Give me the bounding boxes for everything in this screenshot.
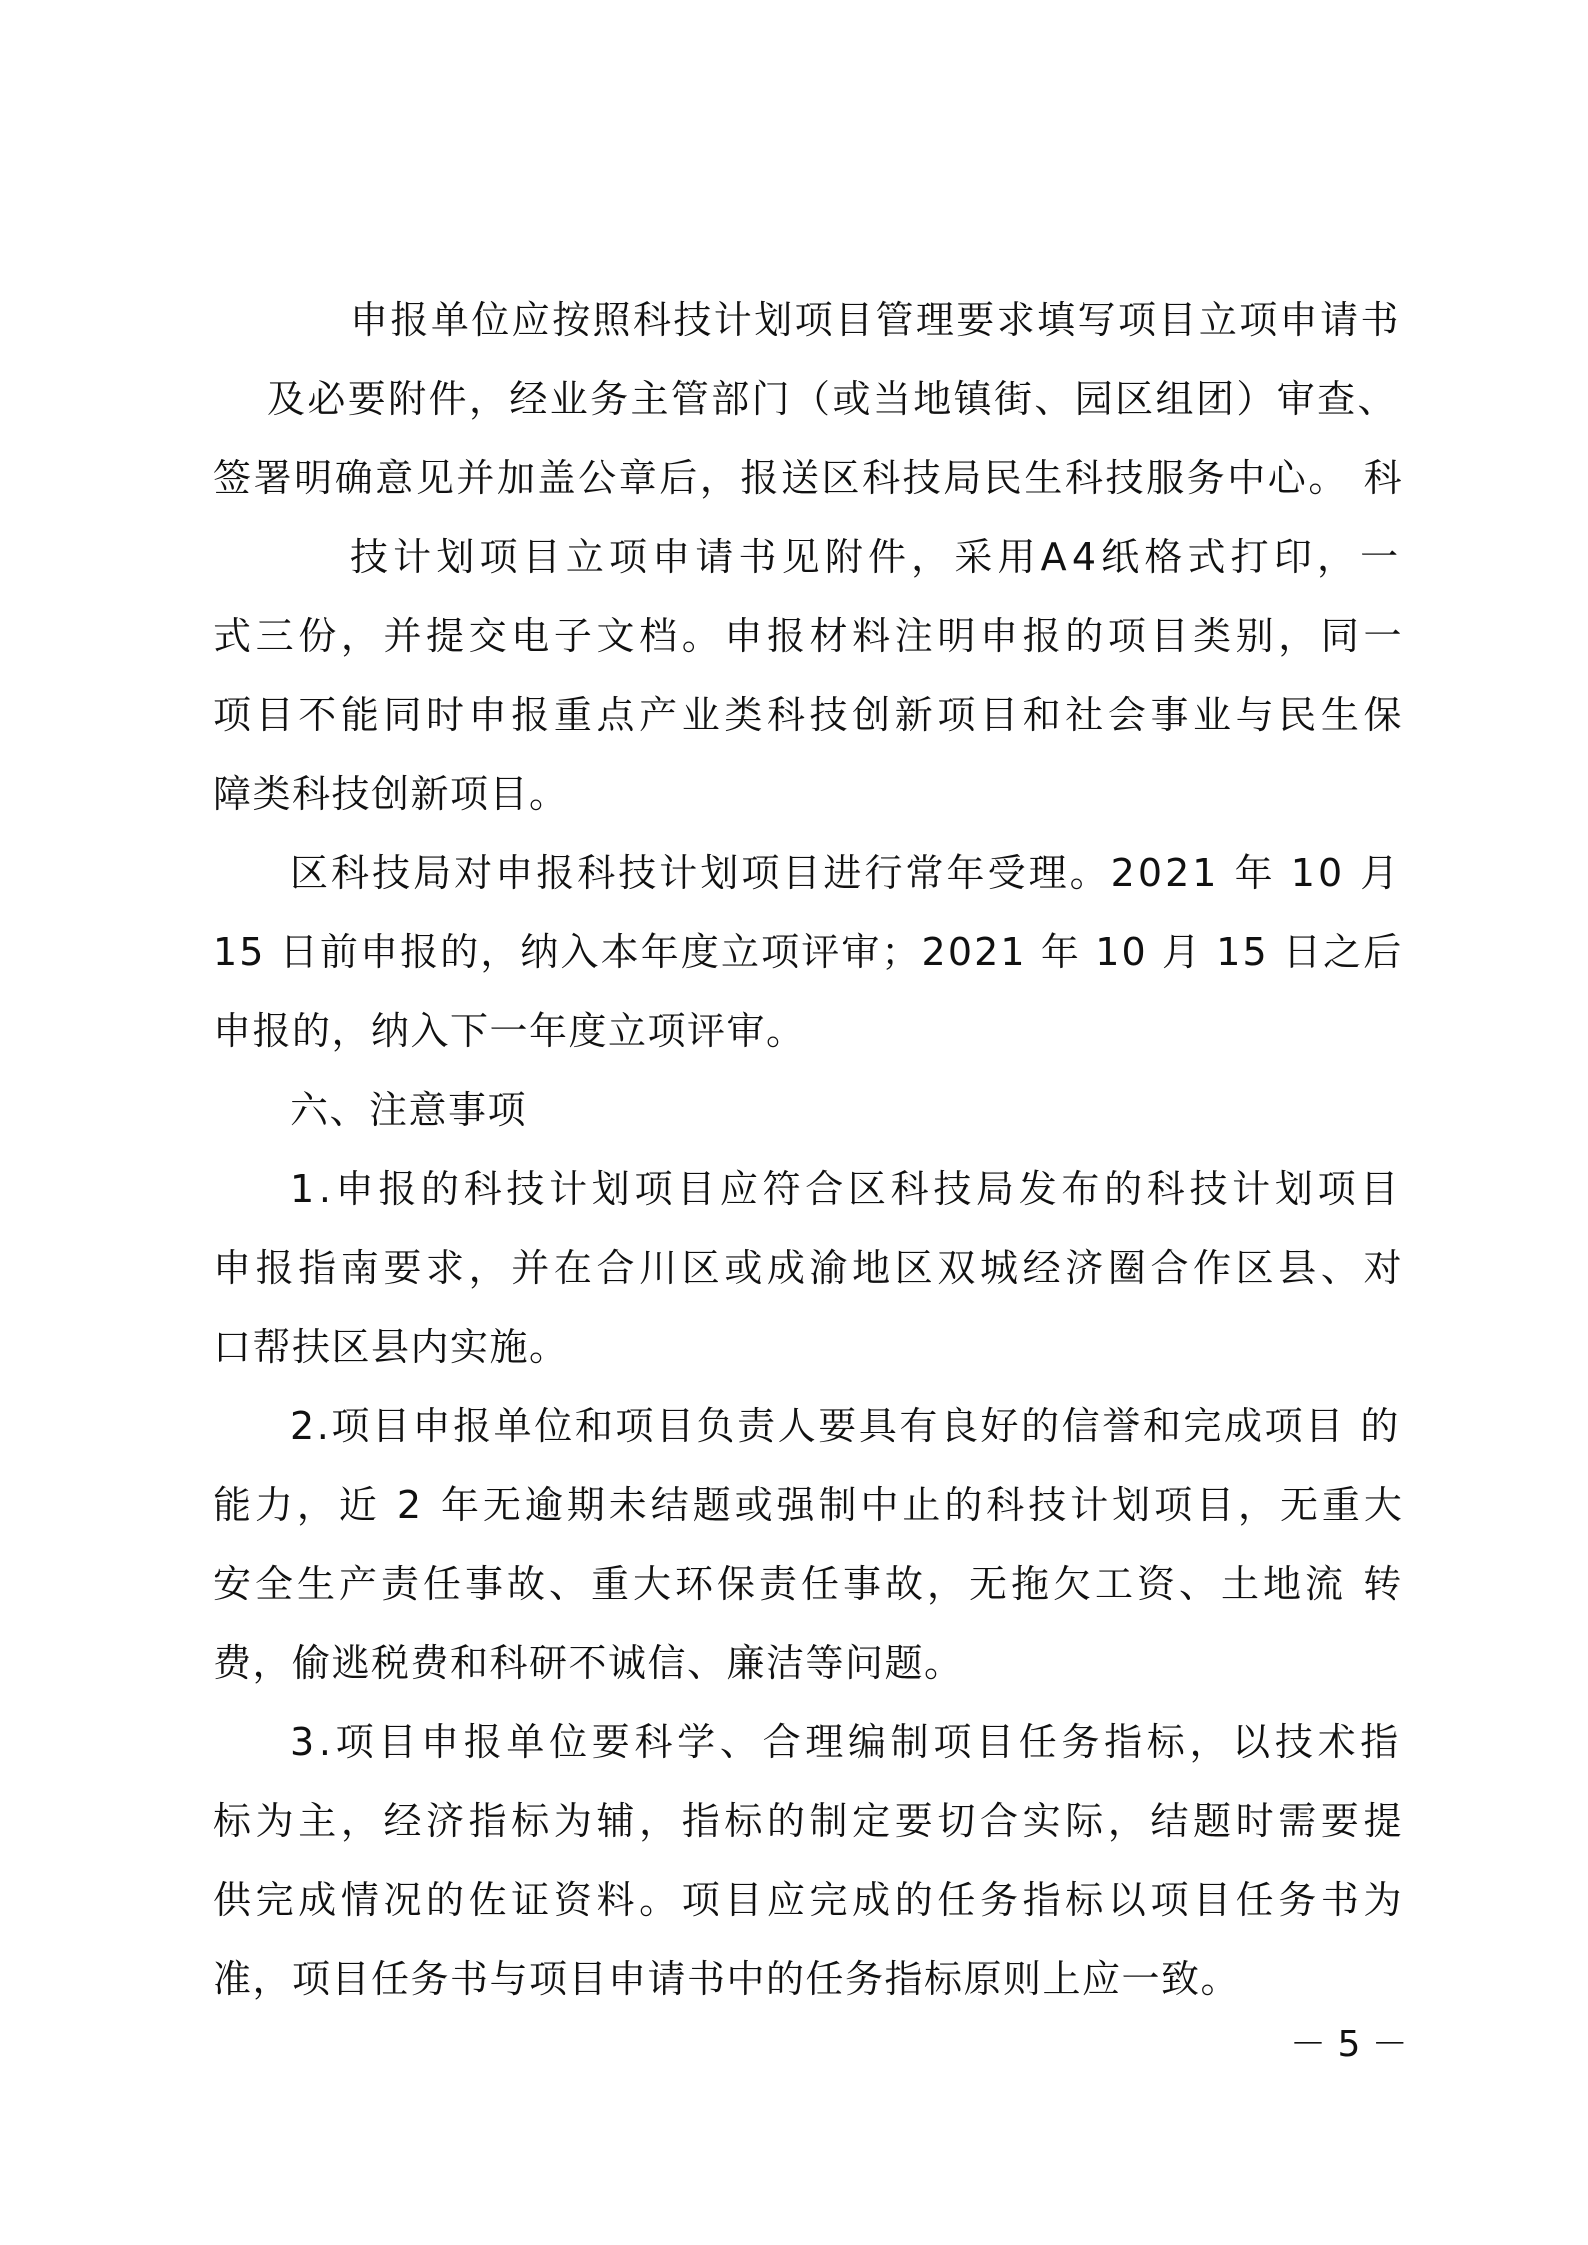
text-line: 准，项目任务书与项目申请书中的任务指标原则上应一致。 [213,1957,1241,2001]
text-line: 申报的，纳入下一年度立项评审。 [213,1009,806,1053]
text-line: 2.项目申报单位和项目负责人要具有良好的信誉和完成项目 的 [290,1404,1401,1448]
text-line: 申报单位应按照科技计划项目管理要求填写项目立项申请书 [350,298,1401,342]
text-line: 项目不能同时申报重点产业类科技创新项目和社会事业与民生保 [213,693,1407,737]
text-line: 技计划项目立项申请书见附件，采用A4纸格式打印，一 [350,535,1404,579]
text-line: 标为主，经济指标为辅，指标的制定要切合实际，结题时需要提 [213,1799,1407,1843]
page-number: － 5 － [1290,2024,1408,2065]
text-line: 口帮扶区县内实施。 [213,1325,569,1369]
text-line: 供完成情况的佐证资料。项目应完成的任务指标以项目任务书为 [213,1878,1407,1922]
text-line: 及必要附件，经业务主管部门（或当地镇街、园区组团）审查、 [267,377,1398,421]
text-line: 费，偷逃税费和科研不诚信、廉洁等问题。 [213,1641,964,1685]
text-line: 3.项目申报单位要科学、合理编制项目任务指标，以技术指 [290,1720,1403,1764]
text-line: 15 日前申报的，纳入本年度立项评审；2021 年 10 月 15 日之后 [213,930,1404,974]
section-heading: 六、注意事项 [290,1088,528,1132]
text-line: 障类科技创新项目。 [213,772,569,816]
text-line: 式三份，并提交电子文档。申报材料注明申报的项目类别，同一 [213,614,1407,658]
text-line: 1.申报的科技计划项目应符合区科技局发布的科技计划项目 [290,1167,1403,1211]
text-line: 申报指南要求，并在合川区或成渝地区双城经济圈合作区县、对 [213,1246,1407,1290]
text-line: 区科技局对申报科技计划项目进行常年受理。2021 年 10 月 [290,851,1402,895]
text-line: 签署明确意见并加盖公章后，报送区科技局民生科技服务中心。 科 [213,456,1405,500]
text-line: 安全生产责任事故、重大环保责任事故，无拖欠工资、土地流 转 [213,1562,1406,1606]
text-line: 能力，近 2 年无逾期未结题或强制中止的科技计划项目，无重大 [213,1483,1406,1527]
